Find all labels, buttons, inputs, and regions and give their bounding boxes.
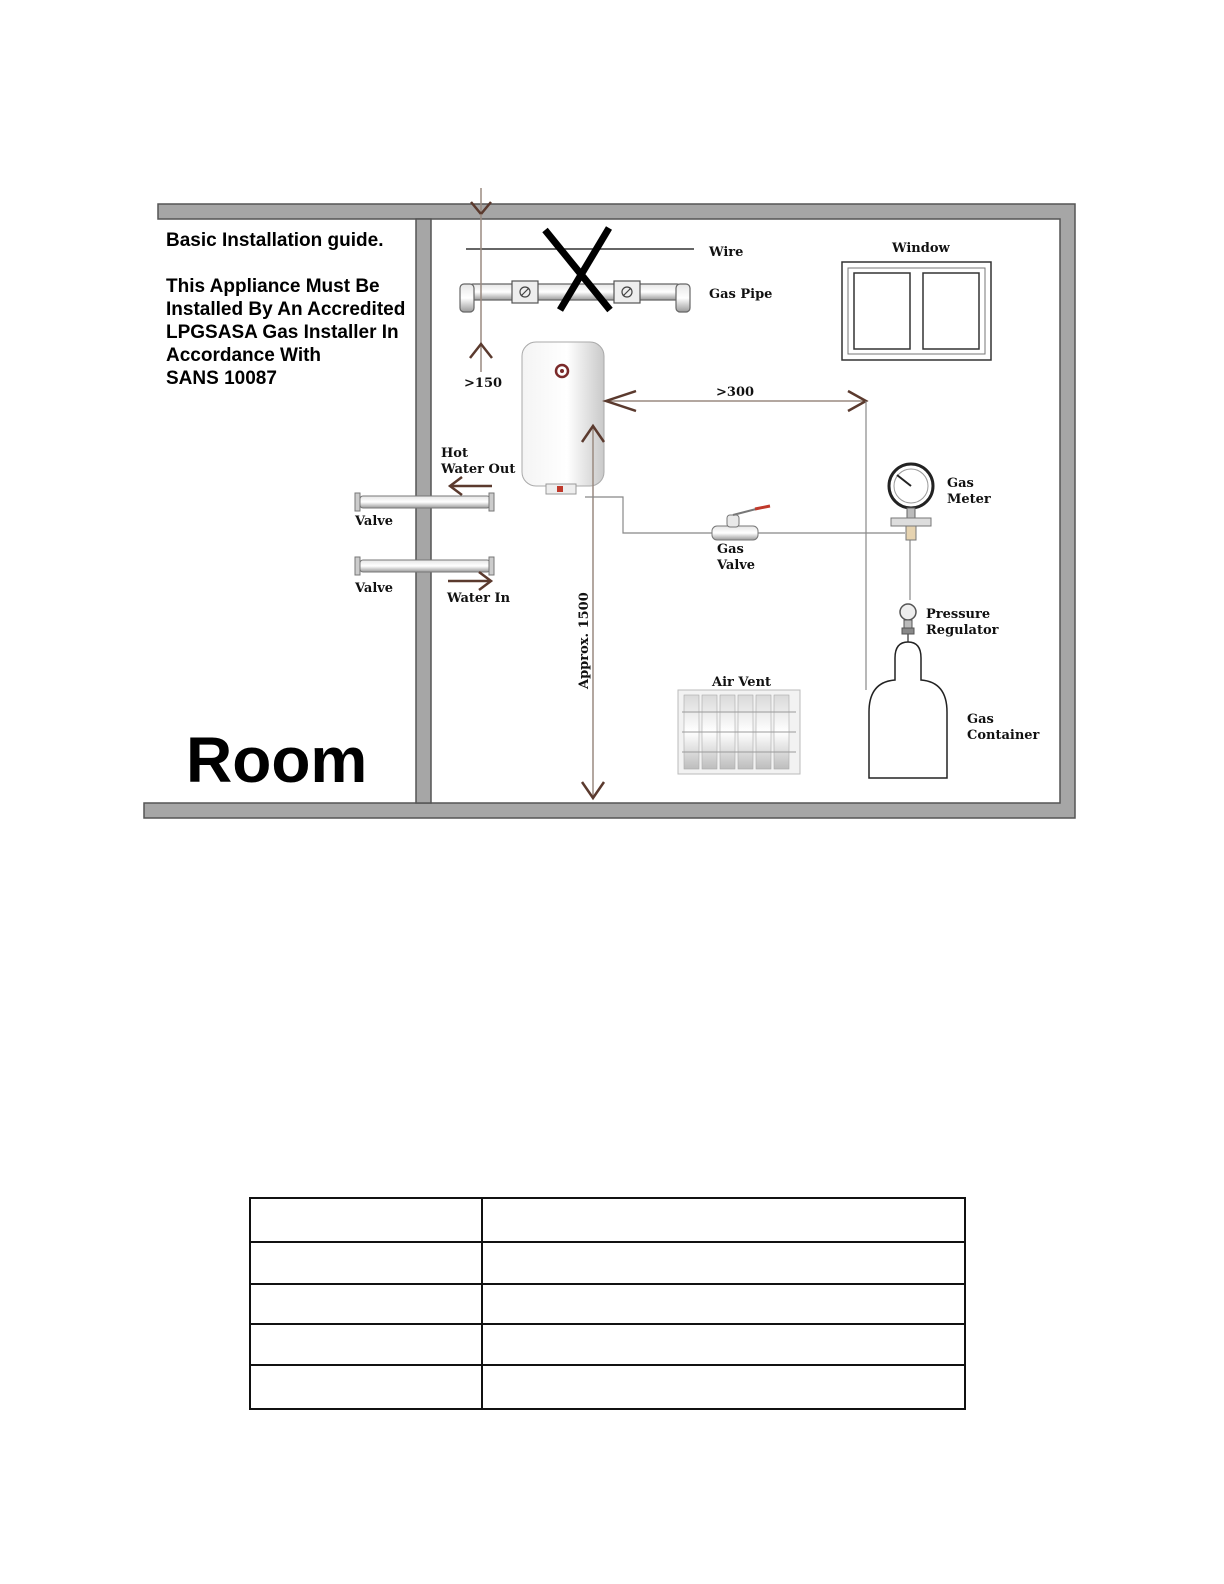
table-cell (482, 1198, 965, 1242)
room-label: Room (186, 724, 368, 796)
table-row (250, 1324, 965, 1365)
wire-label: Wire (709, 245, 744, 260)
gas-container-label-1: Gas (967, 712, 994, 727)
blank-table (249, 1197, 966, 1410)
guide-line-1: This Appliance Must Be (166, 276, 380, 297)
table-cell (250, 1242, 482, 1284)
table-cell (250, 1284, 482, 1324)
gas-valve-icon (712, 506, 770, 540)
table-row (250, 1198, 965, 1242)
guide-line-2: Installed By An Accredited (166, 299, 406, 320)
guide-line-3: LPGSASA Gas Installer In (166, 322, 399, 343)
table-cell (482, 1365, 965, 1409)
window (842, 262, 991, 360)
air-vent-icon (678, 690, 800, 774)
gas-valve-label-2: Valve (717, 558, 756, 573)
height-label: Approx. 1500 (577, 592, 592, 689)
table-row (250, 1365, 965, 1409)
window-label: Window (892, 241, 950, 256)
cold-water-pipe (355, 557, 494, 575)
pressure-regulator-icon (900, 604, 916, 644)
inner-wall (416, 219, 431, 803)
hot-water-pipe (355, 493, 494, 511)
pressure-regulator-label-2: Regulator (926, 623, 999, 638)
table-cell (250, 1198, 482, 1242)
pressure-regulator-label-1: Pressure (926, 607, 991, 622)
gas-meter-label-1: Gas (947, 476, 974, 491)
table-row (250, 1284, 965, 1324)
clearance-side-label: >300 (716, 385, 755, 400)
guide-line-4: Accordance With (166, 345, 322, 366)
air-vent-label: Air Vent (712, 675, 772, 690)
gas-pipe-label: Gas Pipe (709, 287, 773, 302)
guide-line-5: SANS 10087 (166, 368, 277, 389)
gas-container-label-2: Container (967, 728, 1040, 743)
table-cell (482, 1284, 965, 1324)
gas-valve-label-1: Gas (717, 542, 744, 557)
table-cell (250, 1324, 482, 1365)
table-row (250, 1242, 965, 1284)
table-cell (482, 1242, 965, 1284)
water-in-label: Water In (447, 591, 511, 606)
guide-title: Basic Installation guide. (166, 230, 384, 251)
gas-container-icon (869, 642, 947, 778)
gas-meter-label-2: Meter (947, 492, 991, 507)
table-cell (482, 1324, 965, 1365)
hot-water-out-label-1: Hot (441, 446, 468, 461)
water-in-arrow (448, 572, 491, 590)
hot-water-out-label-2: Water Out (441, 462, 516, 477)
table-cell (250, 1365, 482, 1409)
valve-lower-label: Valve (355, 581, 394, 596)
gas-meter-icon (889, 464, 933, 540)
thermometer-icon (556, 365, 568, 377)
clearance-top-label: >150 (464, 376, 503, 391)
valve-upper-label: Valve (355, 514, 394, 529)
hot-water-arrow (450, 477, 492, 495)
